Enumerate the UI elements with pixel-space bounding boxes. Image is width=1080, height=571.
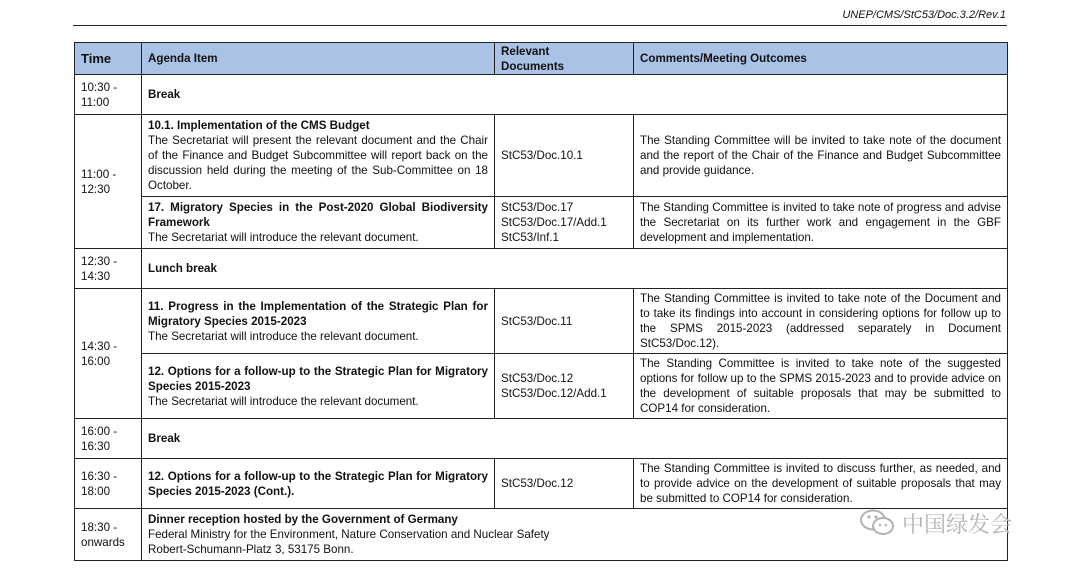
- comments-cell: The Standing Committee is invited to take note of the Document and to take its findings into account in considering options for follow up to the SPMS 2015-2023 (addressed separately in Document StC53/Doc.12).: [634, 289, 1008, 354]
- agenda-item-cell: [142, 289, 495, 354]
- break-cell: [142, 75, 1008, 115]
- table-row: [75, 75, 1008, 115]
- documents-cell: [495, 354, 634, 419]
- comments-cell: The Standing Committee will be invited to take note of the document and the report of the Chair of the Finance and Budget Subcommittee and provide guidance.: [634, 115, 1008, 197]
- documents-cell: [495, 197, 634, 249]
- agenda-item-title: 17. Migratory Species in the Post-2020 Global Biodiversity Framework: [148, 201, 488, 229]
- wechat-icon: [858, 507, 898, 539]
- agenda-item-title: 10.1. Implementation of the CMS Budget: [148, 119, 370, 132]
- agenda-table: [74, 42, 1008, 561]
- dinner-host-ministry: Federal Ministry for the Environment, Nature Conservation and Nuclear Safety: [148, 528, 550, 541]
- table-row: [75, 197, 1008, 249]
- agenda-item-description: The Secretariat will introduce the relevant document.: [148, 329, 419, 343]
- comments-cell: The Standing Committee is invited to take note of progress and advise the Secretariat on its further work and engagement in the GBF development and implementation.: [634, 197, 1008, 249]
- time-cell: 16:00 - 16:30: [75, 419, 142, 459]
- document-link[interactable]: StC53/Doc.11: [501, 314, 573, 328]
- time-cell: 14:30 - 16:00: [75, 289, 142, 419]
- header-time: Time: [75, 43, 142, 75]
- table-row: [75, 249, 1008, 289]
- dinner-address: Robert-Schumann-Platz 3, 53175 Bonn.: [148, 543, 354, 556]
- time-cell: 12:30 - 14:30: [75, 249, 142, 289]
- agenda-item-title: 12. Options for a follow-up to the Strategic Plan for Migratory Species 2015-2023 (Cont.).: [148, 469, 488, 498]
- table-row: [75, 354, 1008, 419]
- agenda-item-description: The Secretariat will present the relevant document and the Chair of the Finance and Budget Subcommittee will report back on the discussion held during the meeting of the Sub-Committee on 18 October.: [148, 134, 488, 192]
- table-row: [75, 459, 1008, 509]
- agenda-item-cell: [142, 197, 495, 249]
- table-header-row: [75, 43, 1008, 75]
- table-row: [75, 115, 1008, 197]
- header-relevant-documents: [495, 43, 634, 75]
- header-documents-line1: Relevant: [501, 44, 550, 58]
- time-cell: 16:30 - 18:00: [75, 459, 142, 509]
- header-rule: [73, 25, 1007, 26]
- break-cell: [142, 249, 1008, 289]
- break-label: Lunch break: [148, 262, 217, 275]
- time-cell: 10:30 - 11:00: [75, 75, 142, 115]
- document-link[interactable]: StC53/Doc.12/Add.1: [501, 387, 607, 400]
- header-documents-line2: Documents: [501, 59, 565, 73]
- comments-cell: The Standing Committee is invited to discuss further, as needed, and to provide advice on the development of suitable proposals that may be submitted to COP14 for consideration.: [634, 459, 1008, 509]
- comments-cell: The Standing Committee is invited to take note of the suggested options for follow up to the SPMS 2015-2023 and to provide advice on the development of suitable proposals that may be submitted to COP14 for consideration.: [634, 354, 1008, 419]
- time-cell: 18:30 - onwards: [75, 509, 142, 561]
- watermark: [858, 507, 1012, 539]
- break-label: Break: [148, 88, 181, 101]
- document-link[interactable]: StC53/Doc.12: [501, 477, 574, 490]
- dinner-title: Dinner reception hosted by the Government of Germany: [148, 513, 458, 526]
- header-agenda-item: Agenda Item: [142, 43, 495, 75]
- document-reference: UNEP/CMS/StC53/Doc.3.2/Rev.1: [842, 9, 1006, 21]
- document-link[interactable]: StC53/Inf.1: [501, 231, 560, 244]
- agenda-item-description: The Secretariat will introduce the relevant document.: [148, 394, 419, 408]
- documents-cell: [495, 289, 634, 354]
- document-link[interactable]: StC53/Doc.17/Add.1: [501, 216, 607, 229]
- break-cell: [142, 419, 1008, 459]
- agenda-item-cell: [142, 354, 495, 419]
- time-cell: 11:00 - 12:30: [75, 115, 142, 249]
- document-link[interactable]: StC53/Doc.12: [501, 372, 574, 385]
- agenda-item-description: The Secretariat will introduce the relevant document.: [148, 231, 419, 244]
- agenda-item-title: 12. Options for a follow-up to the Strategic Plan for Migratory Species 2015-2023: [148, 364, 488, 393]
- break-label: Break: [148, 432, 181, 445]
- document-link[interactable]: StC53/Doc.17: [501, 201, 574, 214]
- agenda-item-cell: [142, 459, 495, 509]
- documents-cell: [495, 115, 634, 197]
- documents-cell: [495, 459, 634, 509]
- table-row: [75, 289, 1008, 354]
- agenda-item-cell: [142, 115, 495, 197]
- watermark-text: 中国绿发会: [902, 511, 1013, 537]
- agenda-item-title: 11. Progress in the Implementation of the Strategic Plan for Migratory Species 2015-2023: [148, 299, 488, 328]
- table-row: [75, 419, 1008, 459]
- document-link[interactable]: StC53/Doc.10.1: [501, 149, 583, 162]
- header-comments: Comments/Meeting Outcomes: [634, 43, 1008, 75]
